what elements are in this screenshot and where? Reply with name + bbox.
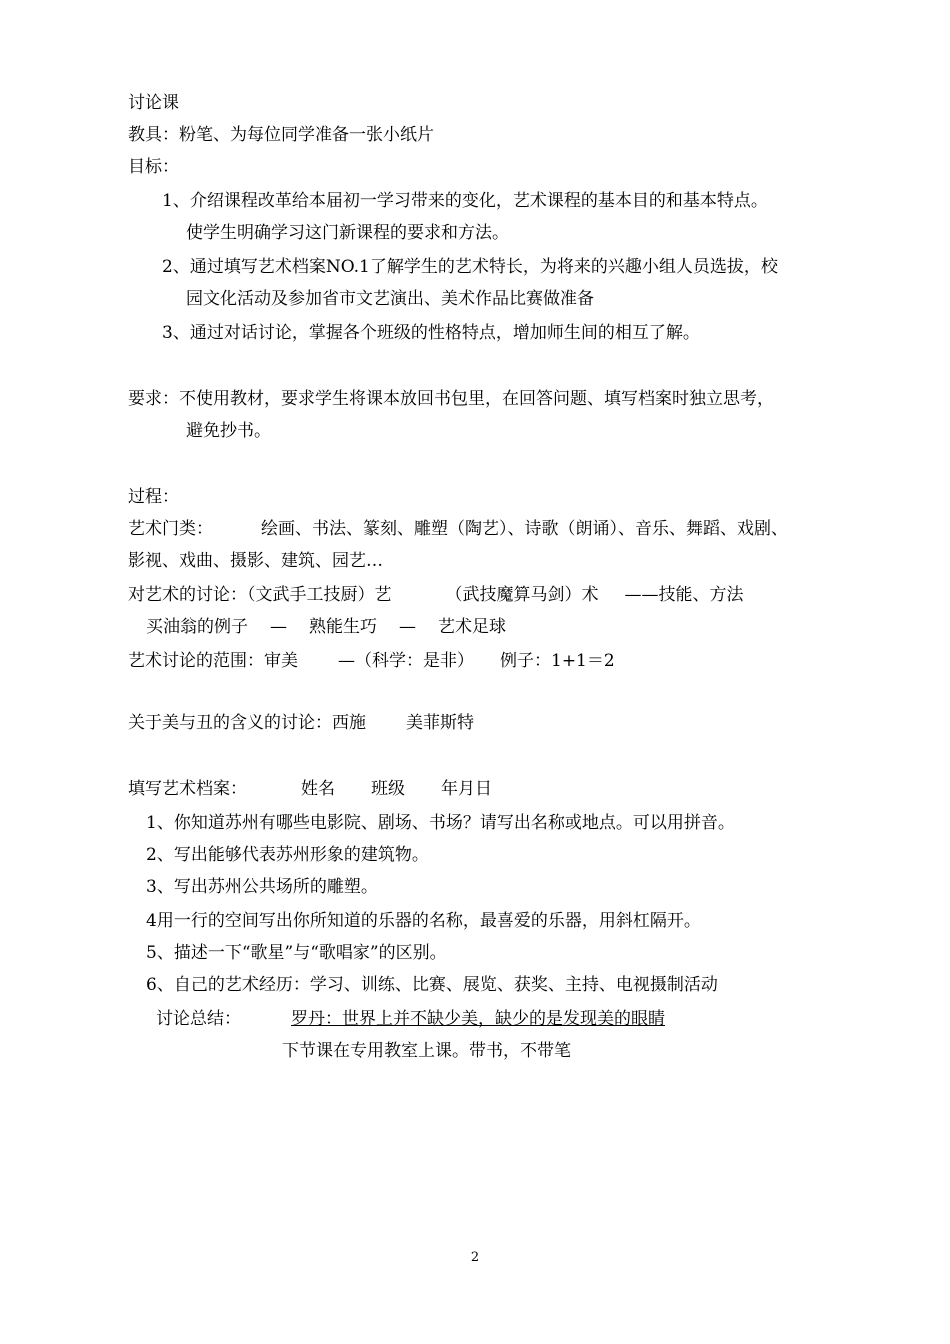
scope-mid: —（科学：是非） [338,651,474,671]
art-discussion-line [128,584,744,606]
question-1: 1、你知道苏州有哪些电影院、剧场、书场？请写出名称或地点。可以用拼音。 [146,813,735,833]
goal-2-line-1: 2、通过填写艺术档案NO.1了解学生的艺术特长，为将来的兴趣小组人员选拔，校 [162,257,778,277]
goal-1-line-1: 1、介绍课程改革给本届初一学习带来的变化，艺术课程的基本目的和基本特点。 [162,191,768,211]
beauty-line [128,712,474,734]
question-5: 5、描述一下“歌星”与“歌唱家”的区别。 [146,943,447,963]
example-b: 熟能生巧 [309,617,377,637]
archive-name: 姓名 [301,779,335,799]
next-class-note: 下节课在专用教室上课。带书，不带笔 [282,1041,571,1061]
archive-class: 班级 [371,779,405,799]
archive-line [128,778,492,800]
beauty-label: 关于美与丑的含义的讨论：西施 [128,713,366,733]
example-dash-2: — [399,617,416,637]
scope-line [128,650,615,672]
archive-date: 年月日 [441,779,492,799]
goal-2-line-2: 园文化活动及参加省市文艺演出、美术作品比赛做准备 [186,289,594,309]
requirement-line-1: 要求：不使用教材，要求学生将课本放回书包里，在回答问题、填写档案时独立思考， [128,389,774,409]
art-discussion-mid: （武技魔算马剑）术 [445,585,599,605]
question-3: 3、写出苏州公共场所的雕塑。 [146,877,378,897]
requirement-line-2: 避免抄书。 [186,421,271,441]
summary-line [156,1008,665,1030]
summary-quote: 罗丹：世界上并不缺少美，缺少的是发现美的眼睛 [291,1009,665,1029]
art-categories-line-1 [128,518,788,540]
art-categories-label: 艺术门类： [128,519,213,539]
page-number: 2 [470,1250,480,1265]
question-6: 6、自己的艺术经历：学习、训练、比赛、展览、获奖、主持、电视摄制活动 [146,975,718,995]
scope-end: 例子：1+1＝2 [500,651,615,671]
goal-3-line: 3、通过对话讨论，掌握各个班级的性格特点，增加师生间的相互了解。 [162,323,700,343]
art-categories-items: 绘画、书法、篆刻、雕塑（陶艺）、诗歌（朗诵）、音乐、舞蹈、戏剧、 [261,519,788,539]
art-categories-line-2: 影视、戏曲、摄影、建筑、园艺… [128,551,383,571]
question-2: 2、写出能够代表苏州形象的建筑物。 [146,845,429,865]
process-label: 过程： [128,487,179,507]
art-discussion-end: ——技能、方法 [624,585,744,605]
art-discussion-label: 对艺术的讨论：（文武手工技厨）艺 [128,585,392,605]
example-c: 艺术足球 [438,617,506,637]
tools-line: 教具：粉笔、为每位同学准备一张小纸片 [128,125,434,145]
summary-label: 讨论总结： [156,1009,241,1029]
example-dash-1: — [270,617,287,637]
question-4: 4用一行的空间写出你所知道的乐器的名称，最喜爱的乐器，用斜杠隔开。 [146,911,701,931]
lesson-title: 讨论课 [128,93,179,113]
example-a: 买油翁的例子 [146,617,248,637]
scope-label: 艺术讨论的范围：审美 [128,651,298,671]
goal-1-line-2: 使学生明确学习这门新课程的要求和方法。 [186,223,509,243]
beauty-end: 美菲斯特 [406,713,474,733]
archive-label: 填写艺术档案： [128,779,247,799]
goals-label: 目标： [128,157,179,177]
example-line [146,616,506,638]
